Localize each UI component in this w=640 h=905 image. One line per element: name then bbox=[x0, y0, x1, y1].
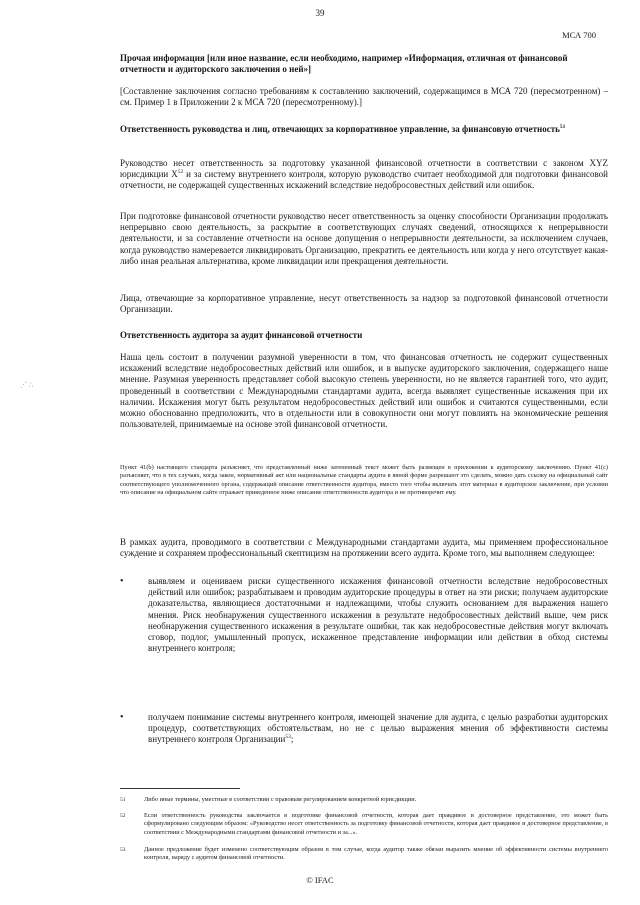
bullet-marker-icon: • bbox=[120, 712, 124, 723]
management-p2-text: При подготовке финансовой отчетности руководство несет ответственность за оценку способности Организации продолжать непрерывно свою деятельность, за раскрытие в соответствующих случаях сведений, относящихся к непрерывности деятельности, и за составление отчетности на основе допущения о непрерывности деятельности, за исключением случаев, когда руководство намеревается ликвидировать Организацию, прекратить ее деятельность или когда у него отсутствует какая-либо иная реальная альтернатива, кроме ликвидации или прекращения деятельности. bbox=[120, 211, 608, 266]
auditor-note bbox=[120, 464, 608, 498]
management-p1 bbox=[120, 158, 608, 192]
heading-other-info: Прочая информация [или иное название, если необходимо, например «Информация, отличная от финансовой отчетности и аудиторского заключения о ней»] bbox=[120, 53, 568, 74]
heading-auditor: Ответственность аудитора за аудит финансовой отчетности bbox=[120, 330, 363, 340]
bullet-2-text: получаем понимание системы внутреннего контроля, имеющей значение для аудита, с целью разработки аудиторских процедур, соответствующих обстоятельствам, но не с целью выражения мнения об эффективности системы внутреннего контроля Организации bbox=[148, 712, 608, 745]
bullet-1-text: выявляем и оцениваем риски существенного искажения финансовой отчетности вследствие недобросовестных действий или ошибок; разрабатываем и проводим аудиторские процедуры в ответ на эти риски; получаем аудиторские доказательства, являющиеся достаточными и надлежащими, чтобы служить основанием для выражения нашего мнения. Риск необнаружения существенного искажения в результате недобросовестных действий выше, чем риск необнаружения существенного искажения в результате ошибки, так как недобросовестные действия могут включать сговор, подлог, умышленный пропуск, искаженное представление информации или действия в обход системы внутреннего контроля; bbox=[148, 576, 608, 654]
scan-speck: ⋰ ∴ bbox=[20, 381, 34, 389]
footnote-ref-52: 52 bbox=[177, 169, 184, 176]
footnote-53 bbox=[120, 846, 608, 863]
footer-org: IFAC bbox=[314, 875, 334, 885]
management-p3-text: Лица, отвечающие за корпоративное управление, несут ответственность за надзор за подготовкой финансовой отчетности Организации. bbox=[120, 293, 608, 315]
footnote-text: Если ответственность руководства заключается в подготовке финансовой отчетности, которая дает правдивое и достоверное представление, это может быть сформулировано следующим образом: «Руководство несет ответственность за подготовку финансовой отчетности, которая дает правдивое и достоверное представление, в соответствии с Международными стандартами финансовой отчетности и за...». bbox=[144, 812, 608, 836]
footnote-number: 52 bbox=[120, 813, 126, 819]
copyright-icon: © bbox=[306, 875, 313, 885]
section-management bbox=[120, 124, 608, 135]
other-info-bracket-text: [Составление заключения согласно требованиям к составлению заключений, содержащимся в МСА 720 (пересмотренном) – см. Пример 1 в Приложении 2 к МСА 720 (пересмотренному).] bbox=[120, 86, 608, 108]
management-p1-a: Руководство несет ответственность за подготовку указанной финансовой отчетности в соответствии с законом XYZ юрисдикции X bbox=[120, 158, 608, 180]
other-info-body bbox=[120, 86, 608, 108]
bullet-marker-icon: • bbox=[120, 576, 124, 587]
footnote-number: 53 bbox=[120, 847, 126, 853]
auditor-p2-text: В рамках аудита, проводимого в соответствии с Международными стандартами аудита, мы применяем профессиональное суждение и сохраняем профессиональный скептицизм на протяжении всего аудита. Кроме того, мы выполняем следующее: bbox=[120, 537, 608, 559]
bullet-2-end: ; bbox=[290, 734, 294, 745]
footnote-ref-51: 51 bbox=[559, 124, 566, 130]
footnote-text: Данное предложение будет изменено соответствующим образом в том случае, когда аудитор также обязан выразить мнение об эффективности системы внутреннего контроля, наряду с аудитом финансовой отчетности. bbox=[144, 846, 608, 862]
auditor-bullet-1 bbox=[120, 576, 608, 654]
auditor-p2 bbox=[120, 537, 608, 559]
section-other-info bbox=[120, 53, 608, 75]
auditor-bullet-2 bbox=[120, 712, 608, 746]
standard-code: МСА 700 bbox=[562, 30, 596, 40]
footnote-text: Либо иные термины, уместные в соответствии с правовым регулированием конкретной юрисдикции. bbox=[144, 796, 417, 803]
footnote-number: 51 bbox=[120, 797, 126, 803]
page-number: 39 bbox=[315, 8, 325, 18]
footnote-52 bbox=[120, 812, 608, 837]
management-p2 bbox=[120, 211, 608, 267]
heading-management-text: Ответственность руководства и лиц, отвечающих за корпоративное управление, за финансовую отчетность bbox=[120, 124, 560, 134]
footnote-divider bbox=[120, 788, 240, 789]
page-footer bbox=[0, 875, 640, 885]
management-p3 bbox=[120, 293, 608, 315]
footnote-ref-53: 53 bbox=[285, 734, 291, 741]
management-p1-b: и за систему внутреннего контроля, которую руководство считает необходимой для подготовки финансовой отчетности, не содержащей существенных искажений вследствие недобросовестных действий или ошибок. bbox=[120, 169, 608, 191]
auditor-p1 bbox=[120, 352, 608, 430]
heading-management bbox=[120, 124, 608, 135]
auditor-p1-text: Наша цель состоит в получении разумной уверенности в том, что финансовая отчетность не содержит существенных искажений вследствие недобросовестных действий или ошибок, и в выпуске аудиторского заключения, содержащего наше мнение. Разумная уверенность представляет собой высокую степень уверенности, но не является гарантией того, что аудит, проведенный в соответствии с Международными стандартами аудита, всегда выявляет существенные искажения при их наличии. Искажения могут быть результатом недобросовестных действий или ошибок и считаются существенными, если можно обоснованно предположить, что в отдельности или в совокупности они могут повлиять на экономические решения пользователей, принимаемые на основе этой финансовой отчетности. bbox=[120, 352, 608, 430]
footnote-51 bbox=[120, 796, 608, 804]
auditor-note-text: Пункт 41(b) настоящего стандарта разъясняет, что представленный ниже затененный текст может быть размещен в приложении к аудиторскому заключению. Пункт 41(c) разъясняет, что в тех случаях, когда закон, нормативный акт или национальные стандарты аудита в явной форме разрешают это сделать, можно дать ссылку на официальный сайт соответствующего уполномоченного органа, содержащий описание ответственности аудитора, вместо того чтобы включать этот материал в аудиторское заключение, при условии что описание на официальном сайте отражает приведенное ниже описание ответственности аудитора и не противоречит ему. bbox=[120, 464, 608, 497]
section-auditor bbox=[120, 330, 608, 341]
